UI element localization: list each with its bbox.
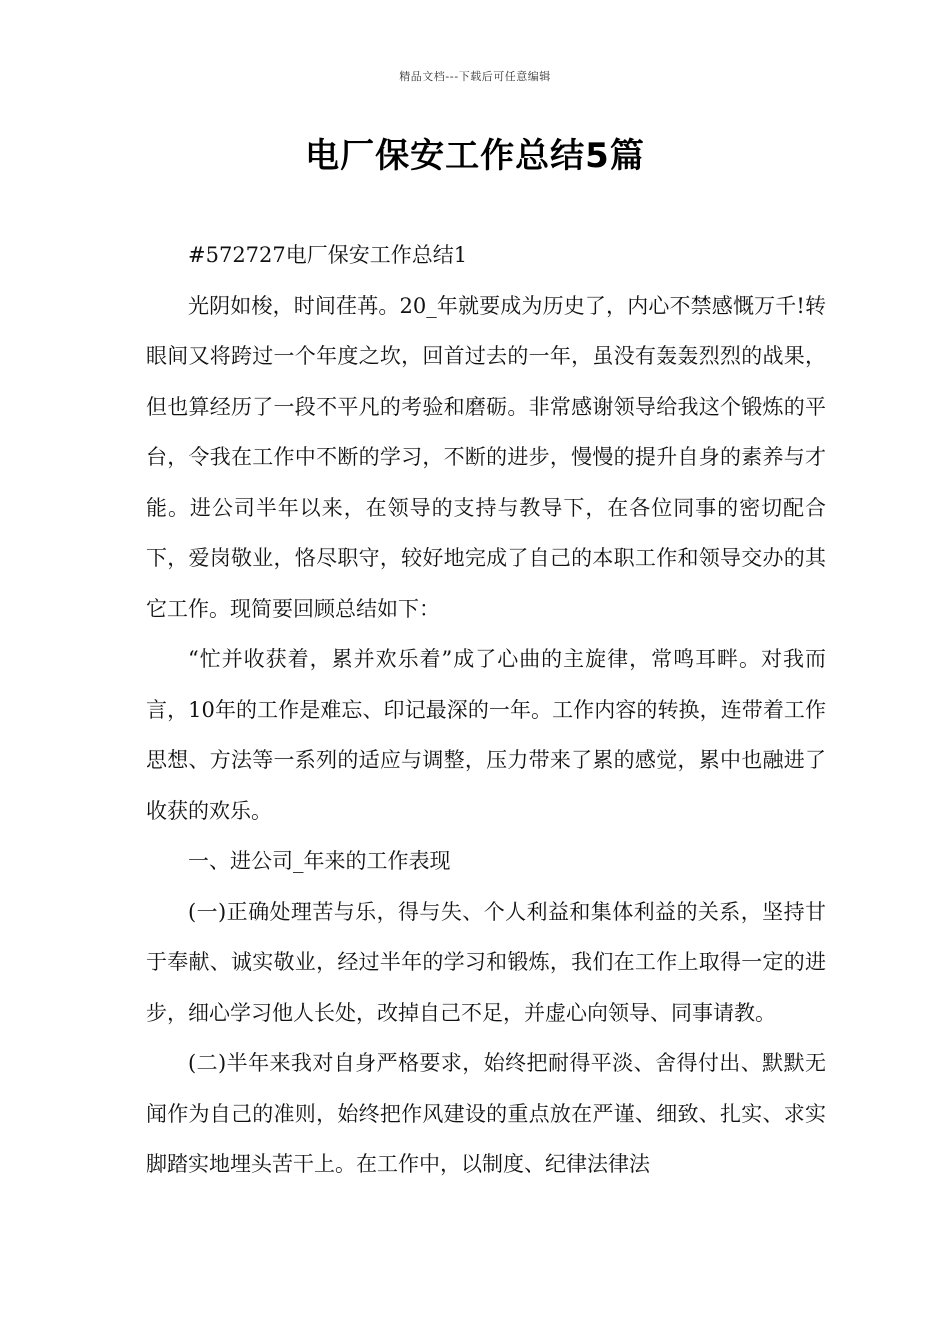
paragraph: “忙并收获着，累并欢乐着”成了心曲的主旋律，常鸣耳畔。对我而言，10年的工作是难忘、印记最深的一年。工作内容的转换，连带着工作思想、方法等一系列的适应与调整，压力带来了累的感觉，累中也融进了收获的欢乐。	[146, 647, 826, 823]
section-heading: #572727电厂保安工作总结1	[188, 243, 468, 267]
document-body	[146, 230, 826, 1190]
document-title: 电厂保安工作总结5篇	[305, 136, 645, 176]
paragraph: (二)半年来我对自身严格要求，始终把耐得平淡、舍得付出、默默无闻作为自己的准则，始终把作风建设的重点放在严谨、细致、扎实、求实脚踏实地埋头苦干上。在工作中，以制度、纪律法律法	[146, 1051, 826, 1176]
section-heading: 一、进公司_年来的工作表现	[188, 849, 451, 873]
header-note: 精品文档---下载后可任意编辑	[399, 70, 551, 83]
paragraph: (一)正确处理苦与乐，得与失、个人利益和集体利益的关系，坚持甘于奉献、诚实敬业，经过半年的学习和锻炼，我们在工作上取得一定的进步，细心学习他人长处，改掉自己不足，并虚心向领导、同事请教。	[146, 899, 826, 1025]
paragraph: 光阴如梭，时间荏苒。20_年就要成为历史了，内心不禁感慨万千!转眼间又将跨过一个年度之坎，回首过去的一年，虽没有轰轰烈烈的战果，但也算经历了一段不平凡的考验和磨砺。非常感谢领导给我这个锻炼的平台，令我在工作中不断的学习，不断的进步，慢慢的提升自身的素养与才能。进公司半年以来，在领导的支持与教导下，在各位同事的密切配合下，爱岗敬业，恪尽职守，较好地完成了自己的本职工作和领导交办的其它工作。现简要回顾总结如下：	[146, 293, 826, 621]
